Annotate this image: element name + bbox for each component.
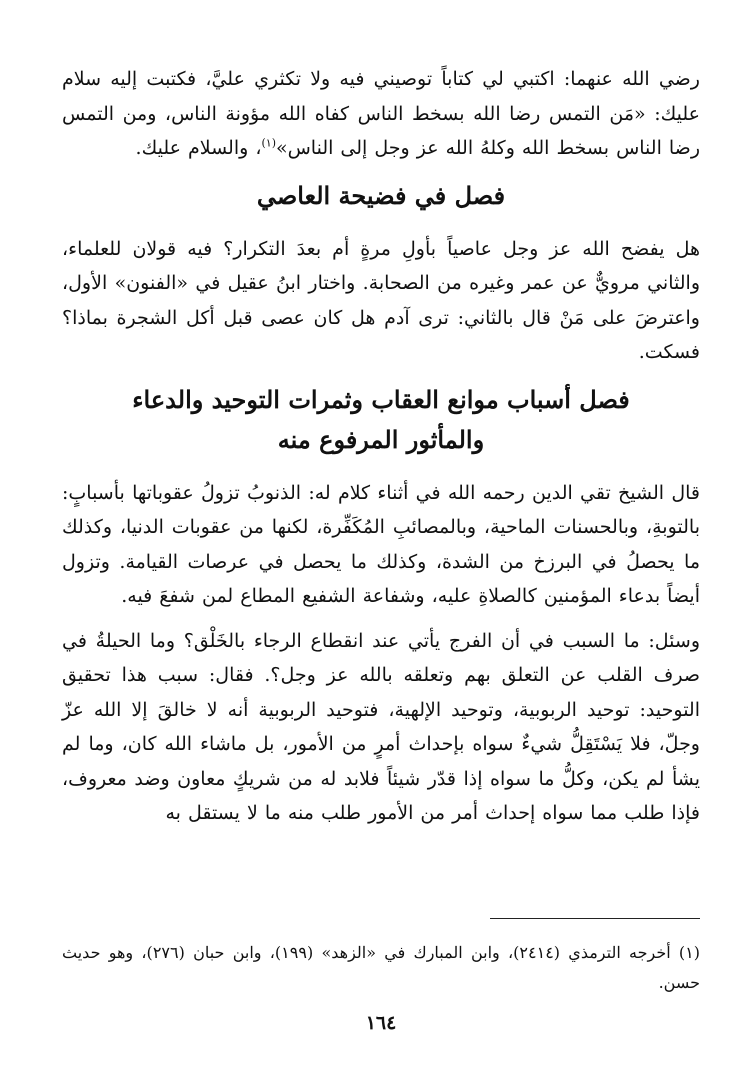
spacer <box>62 216 700 232</box>
paragraph-exposure: هل يفضح الله عز وجل عاصياً بأولِ مرةٍ أم بعدَ التكرار؟ فيه قولان للعلماء، والثاني مرويٌّ عن عمر وغيره من الصحابة. واختار ابنُ عقيل في «الفنون» الأول، واعترضَ على مَنْ قال بالثاني: ترى آدم هل كان عصى قبل أكل الشجرة بماذا؟ فسكت. <box>62 237 700 363</box>
paragraph-question-answer: وسئل: ما السبب في أن الفرج يأتي عند انقطاع الرجاء بالخَلْق؟ وما الحيلةُ في صرف القلب عن التعلق بهم وتعلقه بالله عز وجل؟. فقال: سبب هذا تحقيق التوحيد: توحيد الربوبية، وتوحيد الإلهية، فتوحيد الربوبية أنه لا خالقَ إلا الله عزّ وجلّ، فلا يَسْتَقِلُّ شيءٌ سواه بإحداث أمرٍ من الأمور، بل ماشاء الله كان، وما لم يشأ لم يكن، وكلُّ ما سواه إذا قدّر شيئاً فلابد له من شريكٍ معاون وضد معروف، فإذا طلب مما سواه إحداث أمر من الأمور طلب منه ما لا يستقل به <box>62 629 700 824</box>
section-heading-causes <box>62 380 700 460</box>
footnote-divider <box>490 918 700 919</box>
footnote <box>62 938 700 998</box>
book-page <box>62 62 700 1052</box>
spacer <box>62 166 700 176</box>
footnote-text: أخرجه الترمذي (٢٤١٤)، وابن المبارك في «الزهد» (١٩٩)، وابن حبان (٢٧٦)، وهو حديث حسن. <box>62 943 700 992</box>
spacer <box>62 460 700 476</box>
footnote-reference: (١) <box>261 136 276 150</box>
section-heading-causes-line1: فصل أسباب موانع العقاب وثمرات التوحيد والدعاء <box>132 384 630 414</box>
spacer <box>62 614 700 624</box>
paragraph-sheikh-quote: قال الشيخ تقي الدين رحمه الله في أثناء كلام له: الذنوبُ تزولُ عقوباتها بأسبابٍ: بالتوبةِ، وبالحسنات الماحية، وبالمصائبِ المُكَفِّرة، لكنها من عقوبات الدنيا، وكذلك ما يحصلُ في البرزخ من الشدة، وكذلك ما يحصل في عرصات القيامة. وتزول أيضاً بدعاء المؤمنين كالصلاةِ عليه، وشفاعة الشفيع المطاع لمن شفعَ فيه. <box>62 481 700 607</box>
section-heading-causes-line2: والمأثور المرفوع منه <box>277 424 485 454</box>
page-number: ١٦٤ <box>365 1012 397 1034</box>
section-heading-exposure: فصل في فضيحة العاصي <box>256 180 506 210</box>
footnote-marker: (١) <box>678 943 701 962</box>
paragraph-letter <box>62 62 700 166</box>
paragraph-letter-ending: ، والسلام عليك. <box>135 137 262 159</box>
spacer <box>62 370 700 380</box>
paragraph-letter-text: رضي الله عنهما: اكتبي لي كتاباً توصيني فيه ولا تكثري عليَّ، فكتبت إليه سلام عليك: «مَن التمس رضا الله بسخط الناس كفاه الله مؤونة الناس، ومن التمس رضا الناس بسخط الله وكلهُ الله عز وجل إلى الناس» <box>62 68 700 159</box>
